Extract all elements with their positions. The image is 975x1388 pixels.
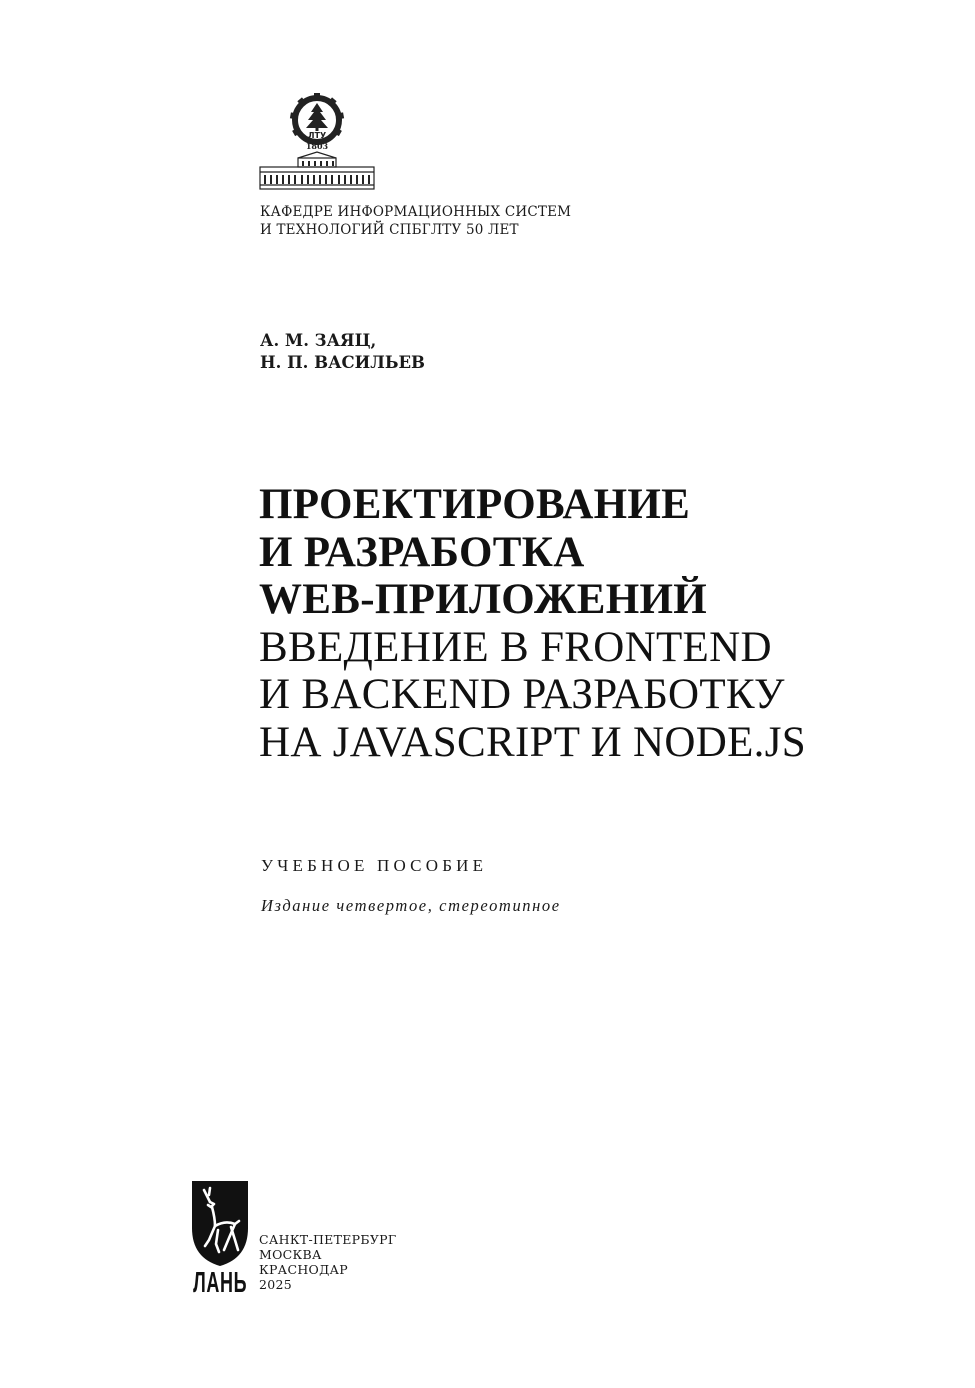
edition-note: Издание четвертое, стереотипное: [261, 896, 561, 915]
imprint: [259, 1232, 396, 1292]
university-logo-icon: [258, 92, 376, 194]
book-title: [259, 481, 806, 766]
publisher-name: ЛАНЬ: [193, 1267, 248, 1299]
city-3: КРАСНОДАР: [259, 1262, 349, 1277]
title-line-3: WEB-ПРИЛОЖЕНИЙ: [259, 576, 707, 623]
logo-emblem-text: ЛТУ: [307, 131, 327, 140]
subtitle-line-2: И BACKEND РАЗРАБОТКУ: [259, 671, 785, 718]
deer-emblem-icon: [191, 1180, 249, 1268]
dedication: [260, 203, 571, 239]
dedication-line-2: И ТЕХНОЛОГИЙ СПБГЛТУ 50 ЛЕТ: [260, 222, 519, 238]
authors: [260, 330, 425, 374]
dedication-line-1: КАФЕДРЕ ИНФОРМАЦИОННЫХ СИСТЕМ: [260, 204, 572, 220]
author-2: Н. П. ВАСИЛЬЕВ: [260, 353, 425, 372]
city-2: МОСКВА: [259, 1247, 322, 1262]
logo-year: 1803: [305, 141, 329, 151]
subtitle-line-3: НА JAVASCRIPT И NODE.JS: [259, 718, 806, 766]
publication-year: 2025: [259, 1277, 293, 1292]
city-1: САНКТ-ПЕТЕРБУРГ: [259, 1232, 397, 1247]
title-line-1: ПРОЕКТИРОВАНИЕ: [259, 481, 691, 528]
subtitle-line-1: ВВЕДЕНИЕ В FRONTEND: [259, 623, 772, 671]
title-line-2: И РАЗРАБОТКА: [259, 528, 585, 576]
document-type: УЧЕБНОЕ ПОСОБИЕ: [261, 856, 488, 875]
author-1: А. М. ЗАЯЦ,: [260, 331, 377, 350]
